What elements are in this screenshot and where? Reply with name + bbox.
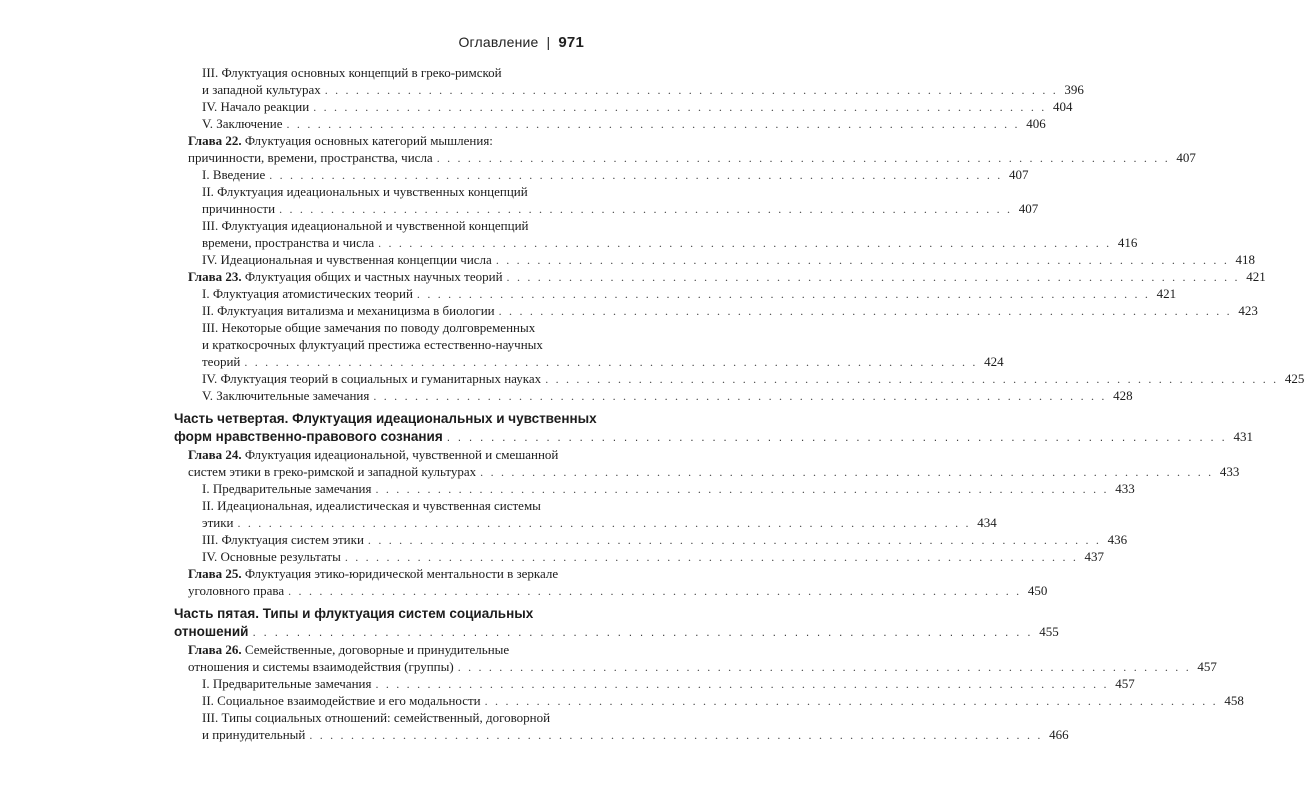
toc-line: II. Флуктуация идеациональных и чувственных концепций xyxy=(202,184,528,199)
page-ref: 457 xyxy=(1197,659,1217,674)
running-header xyxy=(458,34,584,51)
leader-dots: . . . . . . . . . . . . . . . . . . . . . . . . . . . . . . . . . . . . . . . . . . . . . . . . . . . . . . . . . . . . . . . . . . . . . . . xyxy=(375,677,1109,691)
toc-line: I. Предварительные замечания . . . . . . . . . . . . . . . . . . . . . . . . . . . . . . . . . . . . . . . . . . . . . . . . . . . . . . . . . . . . . . . . . . . . . . . 433 xyxy=(202,481,1135,496)
page-ref: 450 xyxy=(1027,583,1048,598)
toc-line: этики . . . . . . . . . . . . . . . . . . . . . . . . . . . . . . . . . . . . . . . . . . . . . . . . . . . . . . . . . . . . . . . . . . . . . . . 434 xyxy=(202,515,997,530)
leader-dots: . . . . . . . . . . . . . . . . . . . . . . . . . . . . . . . . . . . . . . . . . . . . . . . . . . . . . . . . . . . . . . . . . . . . . . . xyxy=(506,270,1240,284)
chapter-label: Глава 24. xyxy=(188,447,242,462)
toc-line: систем этики в греко-римской и западной культурах . . . . . . . . . . . . . . . . . . . . . . . . . . . . . . . . . . . . . . . . . . . . . . . . . . . . . . . . . . . . . . . . . . . . . . . 433 xyxy=(188,464,1240,479)
leader-dots: . . . . . . . . . . . . . . . . . . . . . . . . . . . . . . . . . . . . . . . . . . . . . . . . . . . . . . . . . . . . . . . . . . . . . . . xyxy=(545,372,1279,386)
toc-line: отношений . . . . . . . . . . . . . . . . . . . . . . . . . . . . . . . . . . . . . . . . . . . . . . . . . . . . . . . . . . . . . . . . . . . . . . . 455 xyxy=(174,624,1059,639)
toc-line: I. Предварительные замечания . . . . . . . . . . . . . . . . . . . . . . . . . . . . . . . . . . . . . . . . . . . . . . . . . . . . . . . . . . . . . . . . . . . . . . . 457 xyxy=(202,676,1135,691)
chapter-label: Глава 22. xyxy=(188,133,242,148)
toc-line: III. Флуктуация систем этики . . . . . . . . . . . . . . . . . . . . . . . . . . . . . . . . . . . . . . . . . . . . . . . . . . . . . . . . . . . . . . . . . . . . . . . 436 xyxy=(202,532,1128,547)
leader-dots: . . . . . . . . . . . . . . . . . . . . . . . . . . . . . . . . . . . . . . . . . . . . . . . . . . . . . . . . . . . . . . . . . . . . . . . xyxy=(367,533,1102,547)
leader-dots: . . . . . . . . . . . . . . . . . . . . . . . . . . . . . . . . . . . . . . . . . . . . . . . . . . . . . . . . . . . . . . . . . . . . . . . xyxy=(446,430,1228,444)
toc-line: V. Заключение . . . . . . . . . . . . . . . . . . . . . . . . . . . . . . . . . . . . . . . . . . . . . . . . . . . . . . . . . . . . . . . . . . . . . . . 406 xyxy=(202,116,1046,131)
toc-line: и западной культурах . . . . . . . . . . . . . . . . . . . . . . . . . . . . . . . . . . . . . . . . . . . . . . . . . . . . . . . . . . . . . . . . . . . . . . . 396 xyxy=(202,82,1084,97)
toc-line: III. Типы социальных отношений: семейственный, договорной xyxy=(202,710,551,725)
page-ref: 396 xyxy=(1064,82,1084,97)
toc-line: Глава 26. Семейственные, договорные и принудительные xyxy=(188,642,510,657)
page-ref: 458 xyxy=(1224,693,1244,708)
leader-dots: . . . . . . . . . . . . . . . . . . . . . . . . . . . . . . . . . . . . . . . . . . . . . . . . . . . . . . . . . . . . . . . . . . . . . . . xyxy=(416,287,1151,301)
page-ref: 407 xyxy=(1176,150,1196,165)
page-ref: 416 xyxy=(1117,235,1138,250)
toc-line: III. Некоторые общие замечания по поводу долговременных xyxy=(202,320,536,335)
page-ref: 434 xyxy=(977,515,997,530)
toc-line: причинности . . . . . . . . . . . . . . . . . . . . . . . . . . . . . . . . . . . . . . . . . . . . . . . . . . . . . . . . . . . . . . . . . . . . . . . 407 xyxy=(202,201,1039,216)
toc-line: времени, пространства и числа . . . . . . . . . . . . . . . . . . . . . . . . . . . . . . . . . . . . . . . . . . . . . . . . . . . . . . . . . . . . . . . . . . . . . . . 416 xyxy=(202,235,1138,250)
toc-line: отношения и системы взаимодействия (группы) . . . . . . . . . . . . . . . . . . . . . . . . . . . . . . . . . . . . . . . . . . . . . . . . . . . . . . . . . . . . . . . . . . . . . . . 457 xyxy=(188,659,1217,674)
toc-line: I. Флуктуация атомистических теорий . . . . . . . . . . . . . . . . . . . . . . . . . . . . . . . . . . . . . . . . . . . . . . . . . . . . . . . . . . . . . . . . . . . . . . . 421 xyxy=(202,286,1177,301)
toc-line: Часть пятая. Типы и флуктуация систем социальных xyxy=(174,606,534,621)
leader-dots: . . . . . . . . . . . . . . . . . . . . . . . . . . . . . . . . . . . . . . . . . . . . . . . . . . . . . . . . . . . . . . . . . . . . . . . xyxy=(252,625,1033,639)
leader-dots: . . . . . . . . . . . . . . . . . . . . . . . . . . . . . . . . . . . . . . . . . . . . . . . . . . . . . . . . . . . . . . . . . . . . . . . xyxy=(286,117,1020,131)
page-ref: 437 xyxy=(1084,549,1105,564)
toc-line: III. Флуктуация идеациональной и чувственной концепций xyxy=(202,218,529,233)
chapter-label: Глава 26. xyxy=(188,642,242,657)
leader-dots: . . . . . . . . . . . . . . . . . . . . . . . . . . . . . . . . . . . . . . . . . . . . . . . . . . . . . . . . . . . . . . . . . . . . . . . xyxy=(279,202,1013,216)
page-ref: 421 xyxy=(1246,269,1266,284)
toc-line: теорий . . . . . . . . . . . . . . . . . . . . . . . . . . . . . . . . . . . . . . . . . . . . . . . . . . . . . . . . . . . . . . . . . . . . . . . 424 xyxy=(202,354,1004,369)
page-ref: 424 xyxy=(984,354,1004,369)
header-separator: | xyxy=(546,34,551,50)
leader-dots: . . . . . . . . . . . . . . . . . . . . . . . . . . . . . . . . . . . . . . . . . . . . . . . . . . . . . . . . . . . . . . . . . . . . . . . xyxy=(457,660,1191,674)
leader-dots: . . . . . . . . . . . . . . . . . . . . . . . . . . . . . . . . . . . . . . . . . . . . . . . . . . . . . . . . . . . . . . . . . . . . . . . xyxy=(373,389,1107,403)
toc-line: IV. Идеациональная и чувственная концепции числа . . . . . . . . . . . . . . . . . . . . . . . . . . . . . . . . . . . . . . . . . . . . . . . . . . . . . . . . . . . . . . . . . . . . . . . 418 xyxy=(202,252,1256,267)
leader-dots: . . . . . . . . . . . . . . . . . . . . . . . . . . . . . . . . . . . . . . . . . . . . . . . . . . . . . . . . . . . . . . . . . . . . . . . xyxy=(288,584,1022,598)
toc-line: IV. Начало реакции . . . . . . . . . . . . . . . . . . . . . . . . . . . . . . . . . . . . . . . . . . . . . . . . . . . . . . . . . . . . . . . . . . . . . . . 404 xyxy=(202,99,1073,114)
page-ref: 466 xyxy=(1049,727,1069,742)
leader-dots: . . . . . . . . . . . . . . . . . . . . . . . . . . . . . . . . . . . . . . . . . . . . . . . . . . . . . . . . . . . . . . . . . . . . . . . xyxy=(378,236,1112,250)
leader-dots: . . . . . . . . . . . . . . . . . . . . . . . . . . . . . . . . . . . . . . . . . . . . . . . . . . . . . . . . . . . . . . . . . . . . . . . xyxy=(480,465,1214,479)
leader-dots: . . . . . . . . . . . . . . . . . . . . . . . . . . . . . . . . . . . . . . . . . . . . . . . . . . . . . . . . . . . . . . . . . . . . . . . xyxy=(244,355,978,369)
leader-dots: . . . . . . . . . . . . . . . . . . . . . . . . . . . . . . . . . . . . . . . . . . . . . . . . . . . . . . . . . . . . . . . . . . . . . . . xyxy=(484,694,1218,708)
leader-dots: . . . . . . . . . . . . . . . . . . . . . . . . . . . . . . . . . . . . . . . . . . . . . . . . . . . . . . . . . . . . . . . . . . . . . . . xyxy=(309,728,1043,742)
toc-line: IV. Флуктуация теорий в социальных и гуманитарных науках . . . . . . . . . . . . . . . . . . . . . . . . . . . . . . . . . . . . . . . . . . . . . . . . . . . . . . . . . . . . . . . . . . . . . . . 425 xyxy=(202,371,1304,386)
toc-line: III. Флуктуация основных концепций в греко-римской xyxy=(202,65,502,80)
page-ref: 433 xyxy=(1219,464,1240,479)
toc-line: и принудительный . . . . . . . . . . . . . . . . . . . . . . . . . . . . . . . . . . . . . . . . . . . . . . . . . . . . . . . . . . . . . . . . . . . . . . . 466 xyxy=(202,727,1069,742)
toc-line: V. Заключительные замечания . . . . . . . . . . . . . . . . . . . . . . . . . . . . . . . . . . . . . . . . . . . . . . . . . . . . . . . . . . . . . . . . . . . . . . . 428 xyxy=(202,388,1133,403)
page-ref: 421 xyxy=(1156,286,1177,301)
toc-line: Глава 24. Флуктуация идеациональной, чувственной и смешанной xyxy=(188,447,559,462)
page-ref: 418 xyxy=(1235,252,1256,267)
toc-line: форм нравственно-правового сознания . . . . . . . . . . . . . . . . . . . . . . . . . . . . . . . . . . . . . . . . . . . . . . . . . . . . . . . . . . . . . . . . . . . . . . . 431 xyxy=(174,429,1254,444)
page-ref: 433 xyxy=(1115,481,1135,496)
page-ref: 404 xyxy=(1052,99,1073,114)
chapter-label: Глава 25. xyxy=(188,566,242,581)
page-ref: 436 xyxy=(1107,532,1128,547)
leader-dots: . . . . . . . . . . . . . . . . . . . . . . . . . . . . . . . . . . . . . . . . . . . . . . . . . . . . . . . . . . . . . . . . . . . . . . . xyxy=(313,100,1047,114)
section-title: Оглавление xyxy=(458,34,539,50)
leader-dots: . . . . . . . . . . . . . . . . . . . . . . . . . . . . . . . . . . . . . . . . . . . . . . . . . . . . . . . . . . . . . . . . . . . . . . . xyxy=(344,550,1079,564)
toc-line: уголовного права . . . . . . . . . . . . . . . . . . . . . . . . . . . . . . . . . . . . . . . . . . . . . . . . . . . . . . . . . . . . . . . . . . . . . . . 450 xyxy=(188,583,1048,598)
toc-line: Глава 25. Флуктуация этико-юридической ментальности в зеркале xyxy=(188,566,559,581)
page-ref: 425 xyxy=(1284,371,1304,386)
leader-dots: . . . . . . . . . . . . . . . . . . . . . . . . . . . . . . . . . . . . . . . . . . . . . . . . . . . . . . . . . . . . . . . . . . . . . . . xyxy=(375,482,1109,496)
toc-line: II. Флуктуация витализма и механицизма в биологии . . . . . . . . . . . . . . . . . . . . . . . . . . . . . . . . . . . . . . . . . . . . . . . . . . . . . . . . . . . . . . . . . . . . . . . 423 xyxy=(202,303,1258,318)
leader-dots: . . . . . . . . . . . . . . . . . . . . . . . . . . . . . . . . . . . . . . . . . . . . . . . . . . . . . . . . . . . . . . . . . . . . . . . xyxy=(269,168,1003,182)
page-ref: 428 xyxy=(1113,388,1133,403)
leader-dots: . . . . . . . . . . . . . . . . . . . . . . . . . . . . . . . . . . . . . . . . . . . . . . . . . . . . . . . . . . . . . . . . . . . . . . . xyxy=(495,253,1230,267)
toc-line: и краткосрочных флуктуаций престижа естественно-научных xyxy=(202,337,543,352)
chapter-label: Глава 23. xyxy=(188,269,242,284)
toc-line: Часть четвертая. Флуктуация идеациональных и чувственных xyxy=(174,411,597,426)
page-ref: 407 xyxy=(1018,201,1039,216)
page-ref: 455 xyxy=(1039,624,1059,639)
page-ref: 423 xyxy=(1238,303,1258,318)
page-number: 971 xyxy=(558,34,584,51)
page-ref: 407 xyxy=(1008,167,1029,182)
toc-line: II. Идеациональная, идеалистическая и чувственная системы xyxy=(202,498,541,513)
toc-line: Глава 23. Флуктуация общих и частных научных теорий . . . . . . . . . . . . . . . . . . . . . . . . . . . . . . . . . . . . . . . . . . . . . . . . . . . . . . . . . . . . . . . . . . . . . . . 421 xyxy=(188,269,1266,284)
toc-line: IV. Основные результаты . . . . . . . . . . . . . . . . . . . . . . . . . . . . . . . . . . . . . . . . . . . . . . . . . . . . . . . . . . . . . . . . . . . . . . . 437 xyxy=(202,549,1105,564)
leader-dots: . . . . . . . . . . . . . . . . . . . . . . . . . . . . . . . . . . . . . . . . . . . . . . . . . . . . . . . . . . . . . . . . . . . . . . . xyxy=(436,151,1170,165)
leader-dots: . . . . . . . . . . . . . . . . . . . . . . . . . . . . . . . . . . . . . . . . . . . . . . . . . . . . . . . . . . . . . . . . . . . . . . . xyxy=(324,83,1058,97)
leader-dots: . . . . . . . . . . . . . . . . . . . . . . . . . . . . . . . . . . . . . . . . . . . . . . . . . . . . . . . . . . . . . . . . . . . . . . . xyxy=(237,516,971,530)
toc-line: I. Введение . . . . . . . . . . . . . . . . . . . . . . . . . . . . . . . . . . . . . . . . . . . . . . . . . . . . . . . . . . . . . . . . . . . . . . . 407 xyxy=(202,167,1029,182)
page-ref: 457 xyxy=(1115,676,1135,691)
toc-line: II. Социальное взаимодействие и его модальности . . . . . . . . . . . . . . . . . . . . . . . . . . . . . . . . . . . . . . . . . . . . . . . . . . . . . . . . . . . . . . . . . . . . . . . 458 xyxy=(202,693,1244,708)
page-ref: 406 xyxy=(1026,116,1046,131)
page-ref: 431 xyxy=(1233,429,1254,444)
toc-line: причинности, времени, пространства, числа . . . . . . . . . . . . . . . . . . . . . . . . . . . . . . . . . . . . . . . . . . . . . . . . . . . . . . . . . . . . . . . . . . . . . . . 407 xyxy=(188,150,1196,165)
toc-line: Глава 22. Флуктуация основных категорий мышления: xyxy=(188,133,493,148)
leader-dots: . . . . . . . . . . . . . . . . . . . . . . . . . . . . . . . . . . . . . . . . . . . . . . . . . . . . . . . . . . . . . . . . . . . . . . . xyxy=(498,304,1232,318)
